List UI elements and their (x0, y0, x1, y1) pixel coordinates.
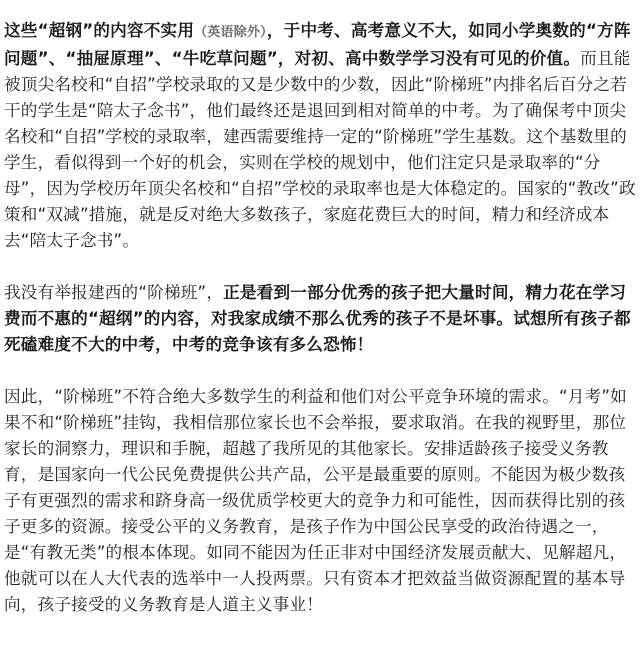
paragraph-1-bold-rest: ，于中考、高考意义不大，如同小学奥数的“方阵问题”、“抽屉原理”、“牛吃草问题”，对初、高中数学学习没有可见的价值。 (4, 21, 631, 68)
paragraph-3-body: 因此，“阶梯班”不符合绝大多数学生的利益和他们对公平竞争环境的需求。“月考”如果不和“阶梯班”挂钩，我相信那位家长也不会举报，要求取消。在我的视野里，那位家长的洞察力，理识和手腕，超越了我所见的其他家长。安排适龄孩子接受义务教育，是国家向一代公民免费提供公共产品，公平是最重要的原则。不能因为极少数孩子有更强烈的需求和跻身高一级优质学校更大的竞争力和可能性，因而获得比别的孩子更多的资源。接受公平的义务教育，是孩子作为中国公民享受的政治待遇之一，是“有教无类”的根本体现。如同不能因为任正非对中国经济发展贡献大、见解超凡，他就可以在人大代表的选举中一人投两票。只有资本才把效益当做资源配置的基本导向，孩子接受的义务教育是人道主义事业！ (4, 387, 627, 614)
paragraph-2 (4, 280, 636, 358)
paragraph-2-bold: 正是看到一部分优秀的孩子把大量时间，精力花在学习费而不惠的“超纲”的内容，对我家成绩不那么优秀的孩子不是坏事。试想所有孩子都死磕难度不大的中考，中考的竞争该有多么恐怖！ (4, 283, 631, 354)
paragraph-1-bold-lead: 这些“超钢”的内容不实用 (4, 21, 195, 40)
paragraph-1 (4, 18, 636, 254)
paragraph-1-note: （英语除外） (194, 25, 267, 40)
paragraph-3 (4, 384, 636, 618)
paragraph-2-lead: 我没有举报建西的“阶梯班”， (4, 283, 224, 302)
paragraph-1-body: 而且能被顶尖名校和“自招”学校录取的又是少数中的少数，因此“阶梯班”内排名后百分之若干的学生是“陪太子念书”，他们最终还是退回到相对简单的中考。为了确保考中顶尖名校和“自招”学校的录取率，建西需要维持一定的“阶梯班”学生基数。这个基数里的学生，看似得到一个好的机会，实则在学校的规划中，他们注定只是录取率的“分母”，因为学校历年顶尖名校和“自招”学校的录取率也是大体稳定的。国家的“教改”政策和“双减”措施，就是反对绝大多数孩子，家庭花费巨大的时间，精力和经济成本去“陪太子念书”。 (4, 49, 636, 250)
